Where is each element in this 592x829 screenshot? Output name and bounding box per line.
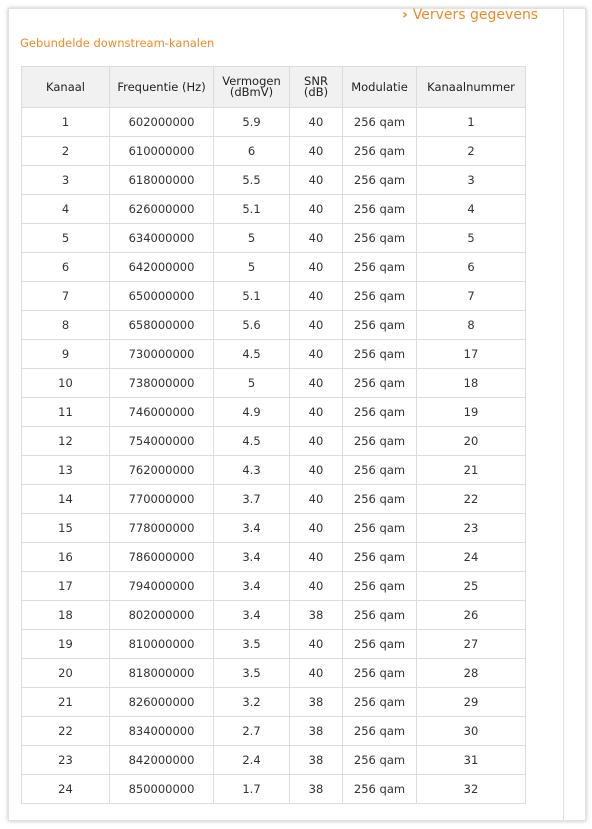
cell-modulatie: 256 qam xyxy=(343,688,417,717)
table-row xyxy=(22,601,526,630)
cell-modulatie: 256 qam xyxy=(343,775,417,804)
cell-modulatie: 256 qam xyxy=(343,166,417,195)
cell-kanaalnummer: 22 xyxy=(417,485,526,514)
cell-snr: 40 xyxy=(290,485,343,514)
column-header-text: (dBmV) xyxy=(229,85,274,99)
cell-kanaal: 7 xyxy=(22,282,110,311)
cell-kanaal: 6 xyxy=(22,253,110,282)
table-row xyxy=(22,775,526,804)
cell-modulatie: 256 qam xyxy=(343,746,417,775)
table-row xyxy=(22,311,526,340)
cell-kanaalnummer: 18 xyxy=(417,369,526,398)
cell-kanaalnummer: 26 xyxy=(417,601,526,630)
cell-snr: 40 xyxy=(290,311,343,340)
table-row xyxy=(22,572,526,601)
side-divider xyxy=(563,8,564,821)
cell-snr: 40 xyxy=(290,659,343,688)
cell-kanaal: 4 xyxy=(22,195,110,224)
cell-vermogen: 5.1 xyxy=(214,195,290,224)
cell-snr: 40 xyxy=(290,514,343,543)
cell-kanaal: 11 xyxy=(22,398,110,427)
column-header-frequentie xyxy=(110,67,214,108)
cell-modulatie: 256 qam xyxy=(343,340,417,369)
cell-modulatie: 256 qam xyxy=(343,398,417,427)
cell-frequentie: 618000000 xyxy=(110,166,214,195)
chevron-right-icon: › xyxy=(402,7,408,23)
cell-snr: 38 xyxy=(290,688,343,717)
cell-vermogen: 3.4 xyxy=(214,543,290,572)
table-row xyxy=(22,398,526,427)
cell-vermogen: 4.9 xyxy=(214,398,290,427)
cell-vermogen: 1.7 xyxy=(214,775,290,804)
cell-vermogen: 3.5 xyxy=(214,659,290,688)
cell-kanaalnummer: 31 xyxy=(417,746,526,775)
cell-kanaalnummer: 23 xyxy=(417,514,526,543)
column-header-kanaalnummer xyxy=(417,67,526,108)
cell-kanaal: 14 xyxy=(22,485,110,514)
cell-modulatie: 256 qam xyxy=(343,253,417,282)
cell-kanaal: 10 xyxy=(22,369,110,398)
table-row xyxy=(22,659,526,688)
cell-modulatie: 256 qam xyxy=(343,137,417,166)
cell-kanaalnummer: 28 xyxy=(417,659,526,688)
cell-snr: 40 xyxy=(290,456,343,485)
cell-modulatie: 256 qam xyxy=(343,514,417,543)
table-row xyxy=(22,688,526,717)
downstream-channels-table xyxy=(21,66,526,804)
cell-vermogen: 5 xyxy=(214,253,290,282)
cell-frequentie: 770000000 xyxy=(110,485,214,514)
cell-kanaalnummer: 24 xyxy=(417,543,526,572)
column-header-vermogen xyxy=(214,67,290,108)
cell-frequentie: 746000000 xyxy=(110,398,214,427)
cell-frequentie: 802000000 xyxy=(110,601,214,630)
cell-vermogen: 5.9 xyxy=(214,108,290,137)
cell-snr: 40 xyxy=(290,195,343,224)
cell-vermogen: 3.2 xyxy=(214,688,290,717)
cell-vermogen: 2.4 xyxy=(214,746,290,775)
cell-frequentie: 738000000 xyxy=(110,369,214,398)
cell-kanaalnummer: 7 xyxy=(417,282,526,311)
table-row xyxy=(22,340,526,369)
cell-kanaalnummer: 17 xyxy=(417,340,526,369)
table-body xyxy=(22,108,526,804)
cell-snr: 40 xyxy=(290,630,343,659)
cell-vermogen: 4.3 xyxy=(214,456,290,485)
cell-vermogen: 3.4 xyxy=(214,572,290,601)
cell-snr: 40 xyxy=(290,108,343,137)
cell-frequentie: 730000000 xyxy=(110,340,214,369)
cell-kanaal: 2 xyxy=(22,137,110,166)
cell-kanaalnummer: 21 xyxy=(417,456,526,485)
cell-modulatie: 256 qam xyxy=(343,108,417,137)
cell-vermogen: 3.7 xyxy=(214,485,290,514)
refresh-data-link[interactable] xyxy=(402,5,538,25)
cell-vermogen: 2.7 xyxy=(214,717,290,746)
table-row xyxy=(22,195,526,224)
cell-kanaal: 19 xyxy=(22,630,110,659)
table-row xyxy=(22,543,526,572)
cell-snr: 40 xyxy=(290,340,343,369)
cell-modulatie: 256 qam xyxy=(343,485,417,514)
cell-frequentie: 818000000 xyxy=(110,659,214,688)
cell-kanaal: 16 xyxy=(22,543,110,572)
table-row xyxy=(22,485,526,514)
table-row xyxy=(22,514,526,543)
cell-snr: 40 xyxy=(290,572,343,601)
cell-modulatie: 256 qam xyxy=(343,659,417,688)
cell-frequentie: 754000000 xyxy=(110,427,214,456)
cell-snr: 40 xyxy=(290,282,343,311)
cell-snr: 38 xyxy=(290,746,343,775)
cell-frequentie: 810000000 xyxy=(110,630,214,659)
cell-modulatie: 256 qam xyxy=(343,224,417,253)
column-header-text: Kanaalnummer xyxy=(427,79,515,94)
cell-kanaalnummer: 25 xyxy=(417,572,526,601)
table-row xyxy=(22,108,526,137)
column-header-text: Vermogen xyxy=(222,74,281,88)
cell-frequentie: 642000000 xyxy=(110,253,214,282)
cell-vermogen: 6 xyxy=(214,137,290,166)
cell-frequentie: 762000000 xyxy=(110,456,214,485)
cell-kanaal: 5 xyxy=(22,224,110,253)
cell-kanaalnummer: 27 xyxy=(417,630,526,659)
cell-kanaal: 3 xyxy=(22,166,110,195)
cell-kanaal: 12 xyxy=(22,427,110,456)
cell-vermogen: 5.5 xyxy=(214,166,290,195)
cell-modulatie: 256 qam xyxy=(343,282,417,311)
column-header-text: Modulatie xyxy=(351,79,408,94)
cell-kanaal: 23 xyxy=(22,746,110,775)
cell-kanaalnummer: 5 xyxy=(417,224,526,253)
table-row xyxy=(22,456,526,485)
column-header-modulatie xyxy=(343,67,417,108)
cell-kanaalnummer: 1 xyxy=(417,108,526,137)
cell-modulatie: 256 qam xyxy=(343,195,417,224)
table-row xyxy=(22,166,526,195)
cell-kanaal: 1 xyxy=(22,108,110,137)
cell-kanaal: 15 xyxy=(22,514,110,543)
table-row xyxy=(22,224,526,253)
cell-snr: 40 xyxy=(290,543,343,572)
cell-kanaal: 9 xyxy=(22,340,110,369)
cell-modulatie: 256 qam xyxy=(343,543,417,572)
column-header-text: Frequentie (Hz) xyxy=(117,79,206,94)
refresh-data-label: Ververs gegevens xyxy=(412,7,539,23)
table-row xyxy=(22,137,526,166)
cell-frequentie: 850000000 xyxy=(110,775,214,804)
cell-kanaalnummer: 19 xyxy=(417,398,526,427)
cell-modulatie: 256 qam xyxy=(343,717,417,746)
cell-modulatie: 256 qam xyxy=(343,630,417,659)
section-title: Gebundelde downstream-kanalen xyxy=(20,36,215,50)
cell-vermogen: 4.5 xyxy=(214,340,290,369)
cell-kanaal: 13 xyxy=(22,456,110,485)
cell-modulatie: 256 qam xyxy=(343,572,417,601)
cell-frequentie: 778000000 xyxy=(110,514,214,543)
column-header-text: (dB) xyxy=(303,85,329,99)
cell-frequentie: 626000000 xyxy=(110,195,214,224)
cell-kanaalnummer: 6 xyxy=(417,253,526,282)
cell-vermogen: 5 xyxy=(214,369,290,398)
cell-vermogen: 5 xyxy=(214,224,290,253)
cell-vermogen: 3.4 xyxy=(214,601,290,630)
cell-kanaalnummer: 4 xyxy=(417,195,526,224)
cell-kanaal: 21 xyxy=(22,688,110,717)
cell-frequentie: 786000000 xyxy=(110,543,214,572)
cell-snr: 40 xyxy=(290,253,343,282)
cell-snr: 40 xyxy=(290,166,343,195)
cell-frequentie: 842000000 xyxy=(110,746,214,775)
cell-kanaalnummer: 32 xyxy=(417,775,526,804)
table-row xyxy=(22,427,526,456)
table-header-row xyxy=(22,67,526,108)
cell-kanaalnummer: 20 xyxy=(417,427,526,456)
cell-frequentie: 658000000 xyxy=(110,311,214,340)
table-row xyxy=(22,253,526,282)
cell-snr: 40 xyxy=(290,369,343,398)
cell-frequentie: 650000000 xyxy=(110,282,214,311)
cell-kanaal: 22 xyxy=(22,717,110,746)
cell-snr: 40 xyxy=(290,427,343,456)
cell-vermogen: 4.5 xyxy=(214,427,290,456)
cell-kanaal: 18 xyxy=(22,601,110,630)
cell-vermogen: 5.6 xyxy=(214,311,290,340)
table-row xyxy=(22,369,526,398)
cell-snr: 40 xyxy=(290,137,343,166)
cell-snr: 40 xyxy=(290,398,343,427)
table-row xyxy=(22,630,526,659)
cell-frequentie: 634000000 xyxy=(110,224,214,253)
cell-snr: 40 xyxy=(290,224,343,253)
column-header-snr xyxy=(290,67,343,108)
column-header-kanaal xyxy=(22,67,110,108)
cell-modulatie: 256 qam xyxy=(343,456,417,485)
cell-frequentie: 794000000 xyxy=(110,572,214,601)
cell-snr: 38 xyxy=(290,601,343,630)
cell-kanaalnummer: 2 xyxy=(417,137,526,166)
cell-vermogen: 3.4 xyxy=(214,514,290,543)
cell-vermogen: 3.5 xyxy=(214,630,290,659)
cell-kanaal: 8 xyxy=(22,311,110,340)
cell-kanaalnummer: 8 xyxy=(417,311,526,340)
cell-frequentie: 826000000 xyxy=(110,688,214,717)
cell-frequentie: 610000000 xyxy=(110,137,214,166)
cell-kanaal: 20 xyxy=(22,659,110,688)
column-header-text: SNR xyxy=(304,74,328,88)
table-row xyxy=(22,717,526,746)
cell-kanaalnummer: 29 xyxy=(417,688,526,717)
cell-modulatie: 256 qam xyxy=(343,311,417,340)
cell-kanaalnummer: 3 xyxy=(417,166,526,195)
cell-snr: 38 xyxy=(290,717,343,746)
table-row xyxy=(22,282,526,311)
cell-kanaal: 17 xyxy=(22,572,110,601)
cell-vermogen: 5.1 xyxy=(214,282,290,311)
cell-frequentie: 602000000 xyxy=(110,108,214,137)
cell-modulatie: 256 qam xyxy=(343,369,417,398)
cell-kanaal: 24 xyxy=(22,775,110,804)
cell-kanaalnummer: 30 xyxy=(417,717,526,746)
cell-modulatie: 256 qam xyxy=(343,427,417,456)
cell-snr: 38 xyxy=(290,775,343,804)
cell-modulatie: 256 qam xyxy=(343,601,417,630)
column-header-text: Kanaal xyxy=(46,79,85,94)
cell-frequentie: 834000000 xyxy=(110,717,214,746)
table-row xyxy=(22,746,526,775)
